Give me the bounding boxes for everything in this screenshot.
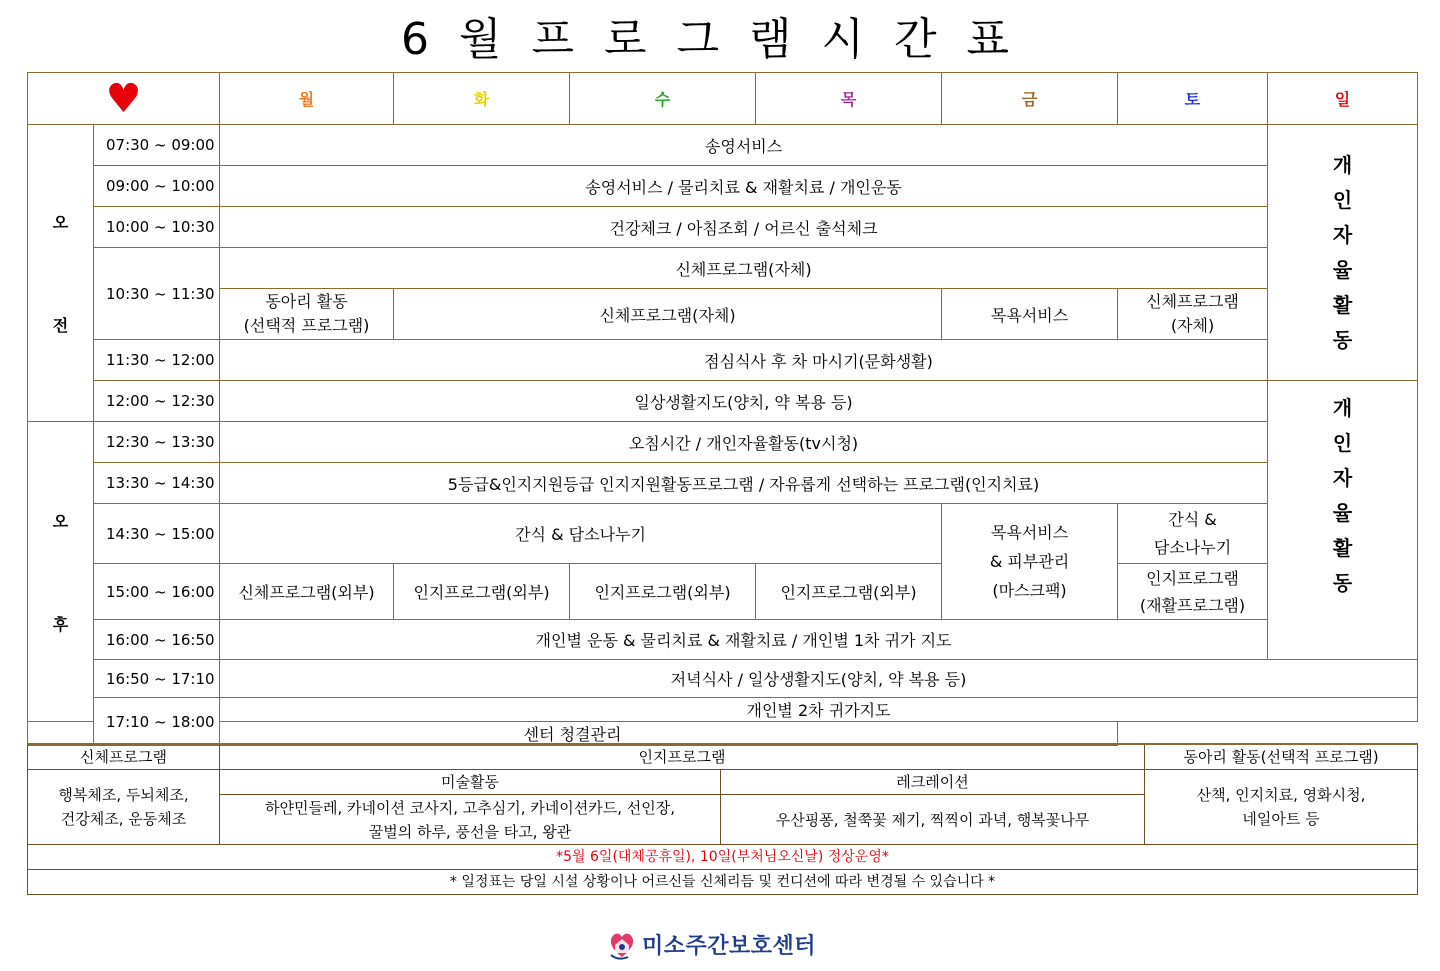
schedule-table [27,72,1418,746]
schedule-cell: 신체프로그램 (자체) [1118,289,1268,340]
schedule-cell: 동아리 활동 (선택적 프로그램) [220,289,394,340]
schedule-cell: 송영서비스 / 물리치료 & 재활치료 / 개인운동 [220,166,1268,207]
day-thu: 목 [756,73,942,125]
day-wed: 수 [570,73,756,125]
schedule-cell: 인지프로그램(외부) [394,564,570,620]
day-sat: 토 [1118,73,1268,125]
schedule-cell: 인지프로그램 (재활프로그램) [1118,564,1268,620]
legend-recreation-text: 우산핑퐁, 철쭉꽃 제기, 찍찍이 과녁, 행복꽃나무 [721,795,1145,845]
schedule-cell: 신체프로그램(자체) [220,248,1268,289]
period-pm: 오 후 [28,422,94,722]
schedule-cell: 송영서비스 [220,125,1268,166]
schedule-cell: 간식 & 담소나누기 [1118,504,1268,564]
disclaimer-text: * 일정표는 당일 시설 상황이나 어르신들 신체리듬 및 컨디션에 따라 변경될 수 있습니다 * [28,870,1418,895]
time-slot: 16:00 ~ 16:50 [94,620,220,660]
time-slot: 12:30 ~ 13:30 [94,422,220,463]
legend-header-club: 동아리 활동(선택적 프로그램) [1145,744,1418,770]
day-tue: 화 [394,73,570,125]
schedule-cell: 건강체크 / 아침조회 / 어르신 출석체크 [220,207,1268,248]
schedule-cell: 인지프로그램(외부) [756,564,942,620]
day-mon: 월 [220,73,394,125]
schedule-cell: 간식 & 담소나누기 [220,504,942,564]
time-slot: 07:30 ~ 09:00 [94,125,220,166]
center-logo [608,924,816,964]
legend-body-text: 행복체조, 두뇌체조, 건강체조, 운동체조 [28,770,220,845]
schedule-cell: 신체프로그램(자체) [394,289,942,340]
schedule-cell: 저녁식사 / 일상생활지도(양치, 약 복용 등) [220,660,1418,698]
schedule-cell: 오침시간 / 개인자율활동(tv시청) [220,422,1268,463]
logo-text: 미소주간보호센터 [642,933,817,959]
day-sun: 일 [1268,73,1418,125]
schedule-cell: 개인별 운동 & 물리치료 & 재활치료 / 개인별 1차 귀가 지도 [220,620,1268,660]
schedule-cell: 인지프로그램(외부) [570,564,756,620]
time-slot: 15:00 ~ 16:00 [94,564,220,620]
schedule-cell: 일상생활지도(양치, 약 복용 등) [220,381,1268,422]
time-slot: 10:30 ~ 11:30 [94,248,220,340]
day-fri: 금 [942,73,1118,125]
time-slot: 17:10 ~ 18:00 [94,698,220,746]
heart-icon: ♥ [28,73,220,125]
time-slot: 14:30 ~ 15:00 [94,504,220,564]
schedule-cell: 5등급&인지지원등급 인지지원활동프로그램 / 자유롭게 선택하는 프로그램(인지치료) [220,463,1268,504]
legend-art-text: 하얀민들레, 카네이션 코사지, 고추심기, 카네이션카드, 선인장, 꿀벌의 하루, 풍선을 타고, 왕관 [220,795,721,845]
sunday-independent-am: 개 인 자 율 활 동 [1268,125,1418,381]
schedule-cell: 신체프로그램(외부) [220,564,394,620]
heart-house-logo-icon [608,927,636,961]
legend-club-text: 산책, 인지치료, 영화시청, 네일아트 등 [1145,770,1418,845]
legend-header-art: 미술활동 [220,770,721,795]
schedule-cell: 센터 청결관리 [28,722,1118,746]
legend-header-cognitive: 인지프로그램 [220,744,1145,770]
schedule-cell: 목욕서비스 & 피부관리 (마스크팩) [942,504,1118,620]
time-slot: 09:00 ~ 10:00 [94,166,220,207]
schedule-cell: 점심식사 후 차 마시기(문화생활) [220,340,1418,381]
notice-text: *5월 6일(대체공휴일), 10일(부처님오신날) 정상운영* [28,845,1418,870]
legend-header-body: 신체프로그램 [28,744,220,770]
page-title: 6월프로그램시간표 [400,14,1040,65]
schedule-cell: 개인별 2차 귀가지도 [220,698,1418,722]
program-legend-table [27,743,1418,895]
sunday-independent-pm: 개 인 자 율 활 동 [1268,381,1418,660]
time-slot: 12:00 ~ 12:30 [94,381,220,422]
time-slot: 11:30 ~ 12:00 [94,340,220,381]
time-slot: 16:50 ~ 17:10 [94,660,220,698]
schedule-cell: 목욕서비스 [942,289,1118,340]
period-am: 오 전 [28,125,94,422]
time-slot: 10:00 ~ 10:30 [94,207,220,248]
time-slot: 13:30 ~ 14:30 [94,463,220,504]
legend-header-recreation: 레크레이션 [721,770,1145,795]
